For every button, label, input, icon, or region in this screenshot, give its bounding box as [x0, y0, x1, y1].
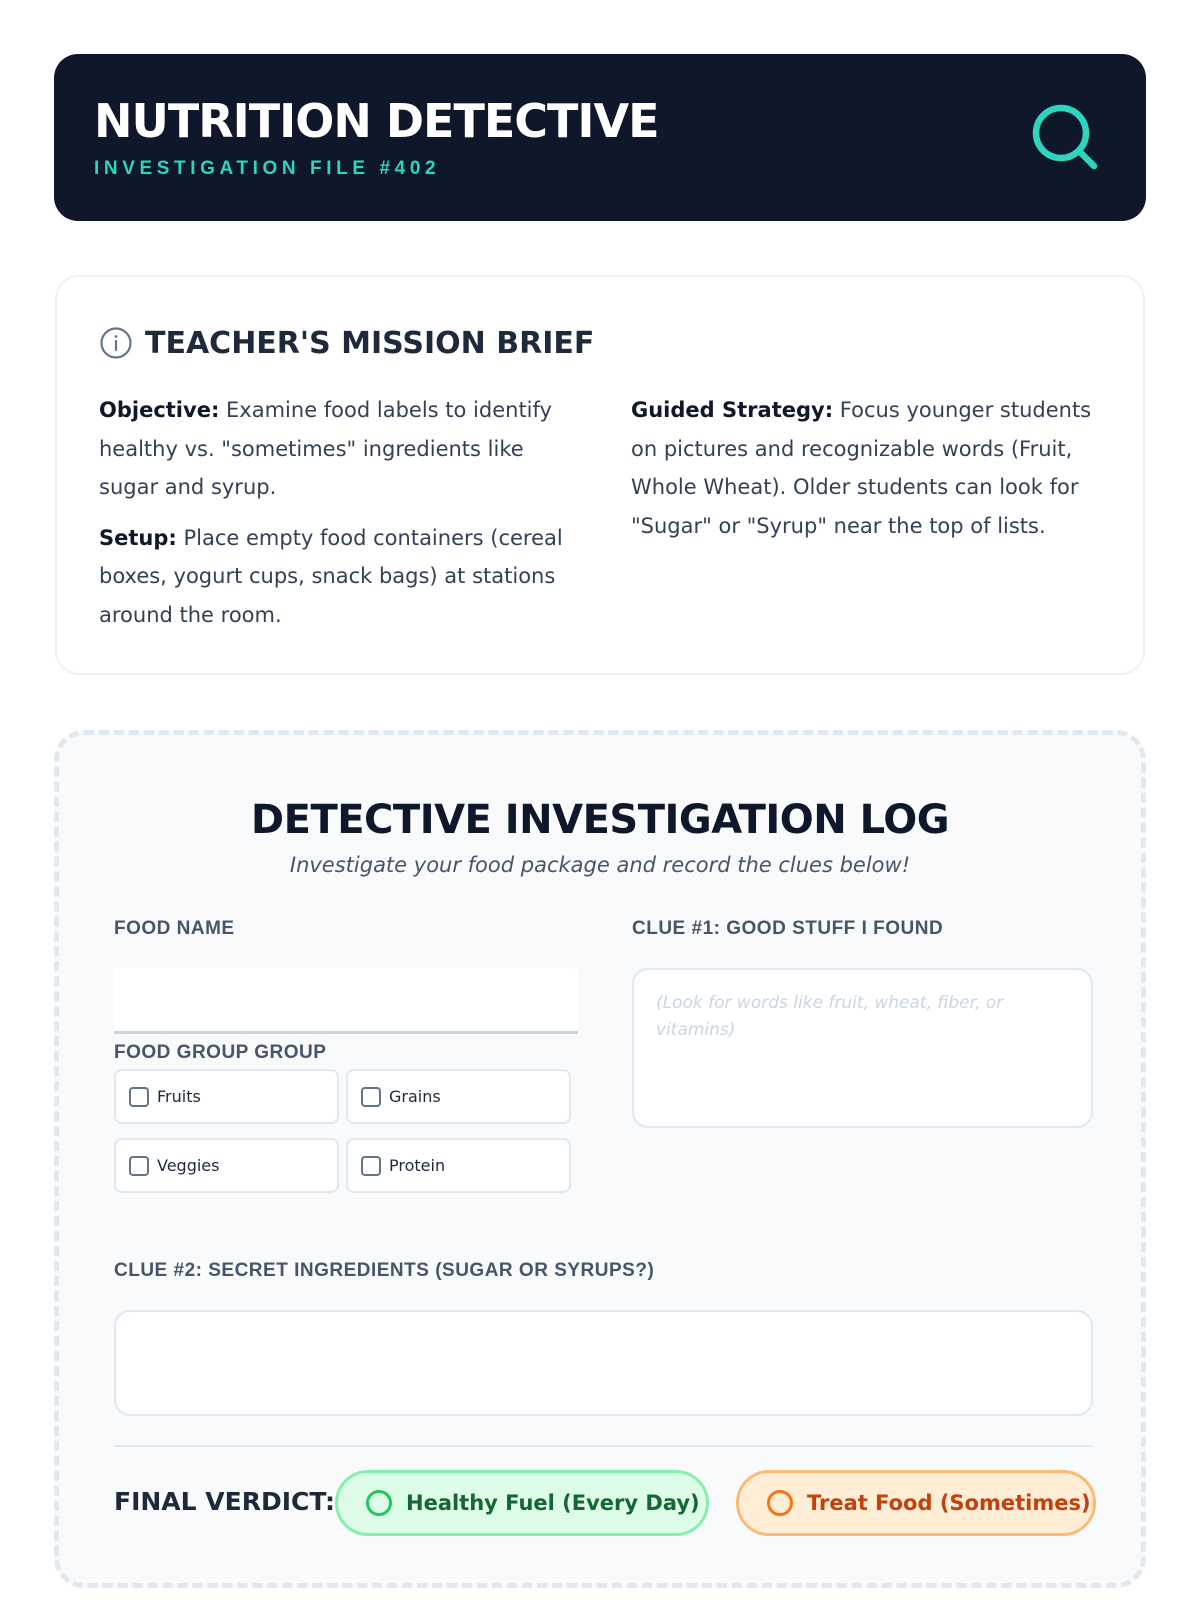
food-group-option-veggies[interactable]	[114, 1138, 339, 1193]
radio-button[interactable]	[366, 1490, 392, 1516]
option-label: Protein	[389, 1156, 446, 1175]
food-group-option-protein[interactable]	[346, 1138, 571, 1193]
header-banner	[54, 54, 1146, 221]
option-label: Fruits	[157, 1087, 201, 1106]
brief-right-column	[631, 391, 1121, 557]
radio-button[interactable]	[767, 1490, 793, 1516]
objective-paragraph	[99, 391, 569, 507]
objective-label: Objective:	[99, 398, 220, 422]
verdict-option-healthy[interactable]	[335, 1470, 709, 1536]
clue2-label: CLUE #2: SECRET INGREDIENTS (SUGAR OR SYRUPS?)	[114, 1260, 655, 1281]
option-label: Veggies	[157, 1156, 220, 1175]
info-icon	[99, 326, 133, 360]
verdict-option-label: Healthy Fuel (Every Day)	[406, 1491, 700, 1515]
mission-brief-title: TEACHER'S MISSION BRIEF	[145, 325, 595, 361]
verdict-option-label: Treat Food (Sometimes)	[807, 1491, 1091, 1515]
option-label: Grains	[389, 1087, 441, 1106]
food-group-option-fruits[interactable]	[114, 1069, 339, 1124]
setup-label: Setup:	[99, 525, 177, 550]
search-icon	[1030, 102, 1102, 174]
setup-text: Place empty food containers (cereal boxes, yogurt cups, snack bags) at stations around the room.	[99, 525, 563, 627]
checkbox[interactable]	[129, 1087, 149, 1107]
mission-brief-heading	[99, 323, 594, 363]
setup-paragraph	[99, 519, 569, 635]
log-subtitle: Investigate your food package and record the clues below!	[289, 853, 911, 877]
file-number: INVESTIGATION FILE #402	[94, 158, 441, 179]
food-name-label: FOOD NAME	[114, 918, 235, 939]
clue1-textarea[interactable]	[632, 968, 1093, 1128]
strategy-label: Guided Strategy:	[631, 398, 834, 422]
divider	[114, 1445, 1093, 1447]
brief-left-column	[99, 391, 569, 646]
page-title: NUTRITION DETECTIVE	[94, 94, 659, 148]
investigation-log	[54, 730, 1146, 1588]
food-name-input[interactable]	[114, 968, 578, 1034]
strategy-text: Focus younger students on pictures and recognizable words (Fruit, Whole Wheat). Older students can look for "Sugar" or "Syrup" near the top of lists.	[631, 398, 1092, 538]
food-group-label: FOOD GROUP GROUP	[114, 1042, 327, 1063]
mission-brief-card	[55, 275, 1145, 675]
verdict-option-treat[interactable]	[736, 1470, 1096, 1536]
log-title: DETECTIVE INVESTIGATION LOG	[250, 797, 950, 843]
checkbox[interactable]	[361, 1087, 381, 1107]
food-group-option-grains[interactable]	[346, 1069, 571, 1124]
verdict-label: FINAL VERDICT:	[114, 1487, 336, 1516]
strategy-paragraph	[631, 391, 1121, 545]
clue2-textarea[interactable]	[114, 1310, 1093, 1416]
clue1-label: CLUE #1: GOOD STUFF I FOUND	[632, 918, 944, 939]
checkbox[interactable]	[361, 1156, 381, 1176]
objective-text: Examine food labels to identify healthy vs. "sometimes" ingredients like sugar and syrup.	[99, 398, 552, 499]
checkbox[interactable]	[129, 1156, 149, 1176]
